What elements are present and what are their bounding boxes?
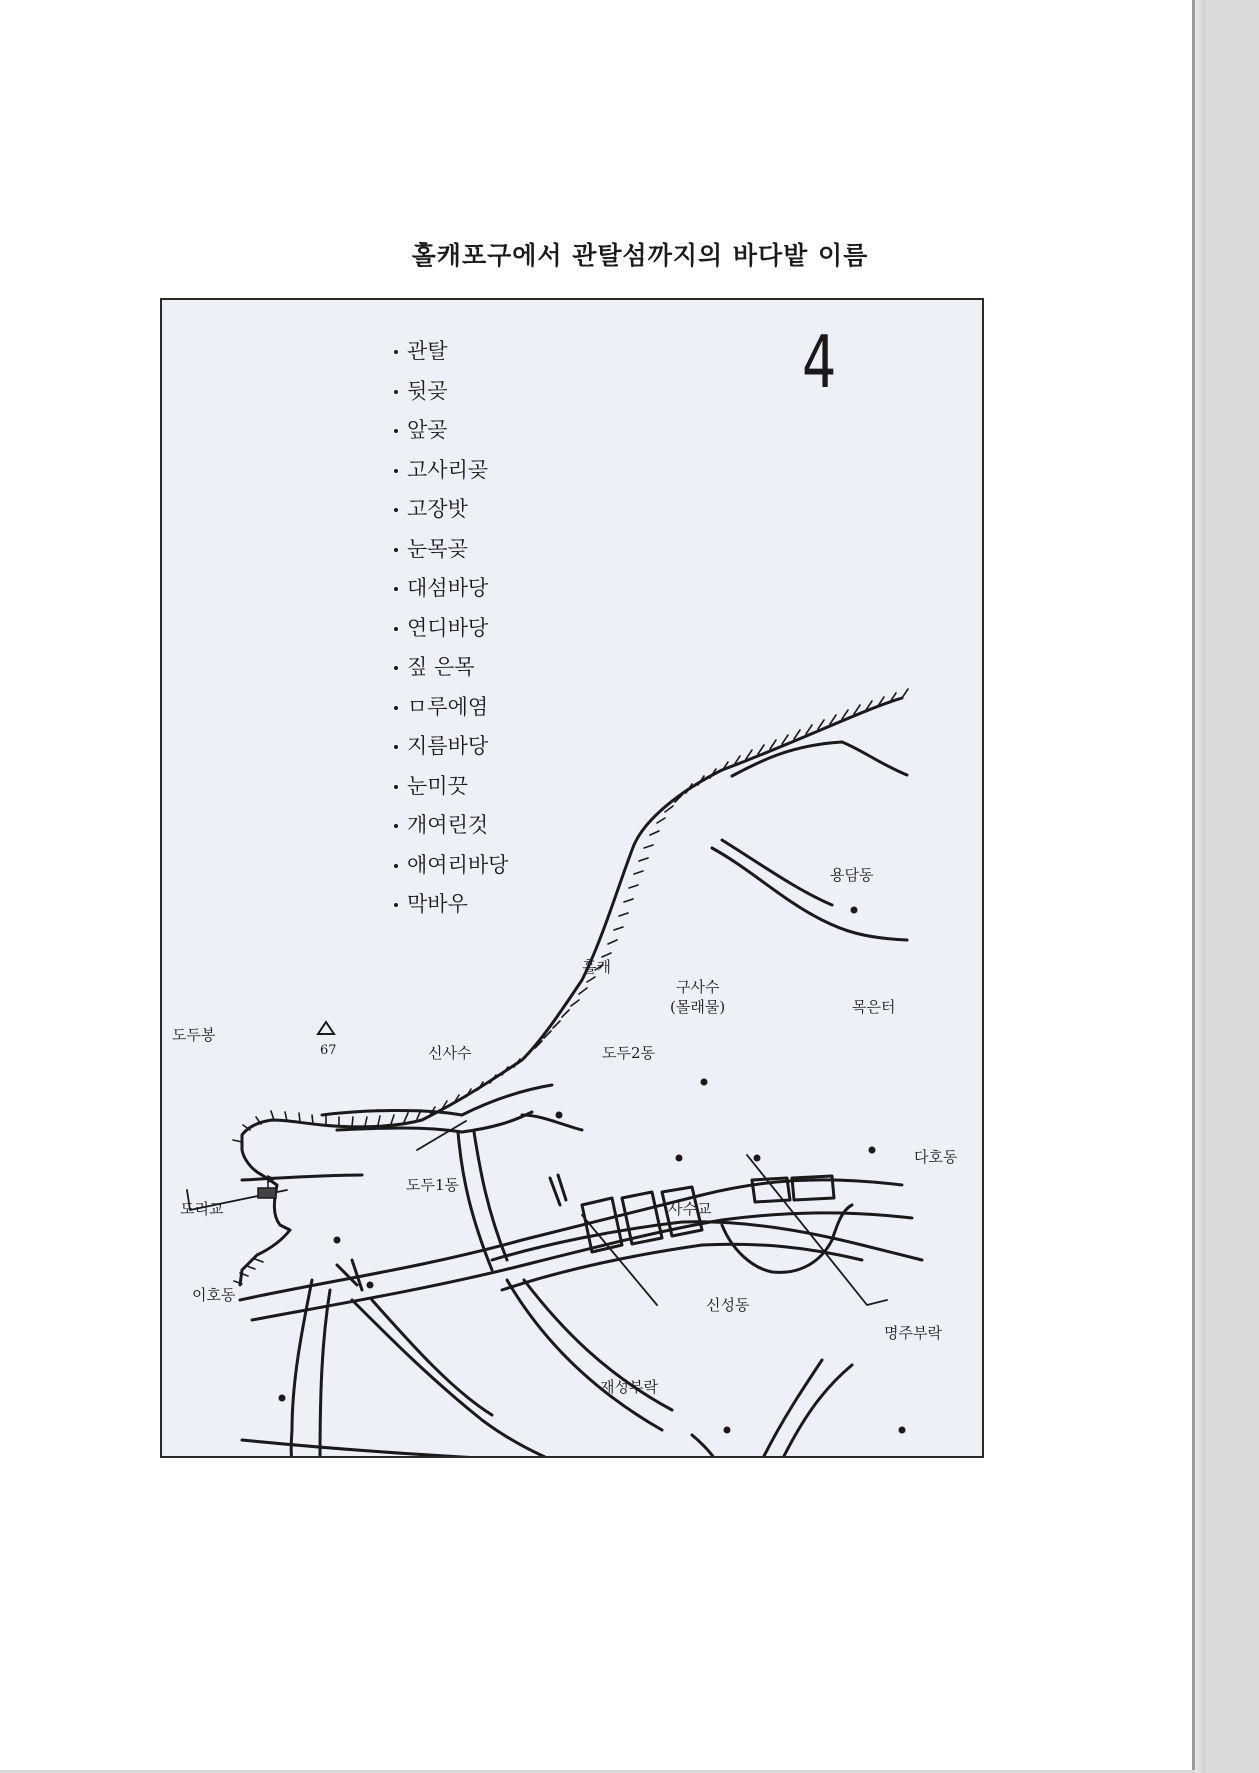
marker-dodu2 <box>676 1155 683 1162</box>
label-holkae: 홀캐 <box>582 958 611 976</box>
list-item: 짚 은목 <box>394 648 508 688</box>
peak-triangle <box>318 1022 334 1034</box>
road-myeongju-b <box>782 1365 852 1458</box>
road-diag-4 <box>372 1300 492 1415</box>
road-north-c <box>722 840 832 905</box>
coast-hatch <box>233 689 908 1284</box>
road-holkae-c <box>522 1115 582 1130</box>
page-title: 홀캐포구에서 관탈섬까지의 바다밭 이름 <box>411 241 869 270</box>
list-item: 눈미끗 <box>394 767 508 807</box>
label-dahodong: 다호동 <box>914 1148 958 1166</box>
road-diag-5 <box>507 1280 662 1430</box>
list-item: 지름바당 <box>394 727 508 767</box>
list-item: 대섬바당 <box>394 569 508 609</box>
label-mogeunteo: 목은터 <box>852 998 896 1016</box>
label-myeongju: 명주부락 <box>884 1324 942 1342</box>
road-diag-3 <box>352 1300 602 1458</box>
label-dodu2: 도두2동 <box>602 1044 656 1062</box>
marker-dahodong <box>754 1155 761 1162</box>
list-item: 막바우 <box>394 885 508 925</box>
list-item: 연디바당 <box>394 609 508 649</box>
label-sasugyo: 사수교 <box>668 1200 712 1218</box>
bridge-sasugyo <box>550 1175 566 1205</box>
label-dorigyo: 도리교 <box>180 1200 224 1218</box>
label-sinseong: 신성동 <box>706 1296 750 1314</box>
label-mollaemul: (몰래물) <box>670 998 726 1016</box>
marker-mogeunteo <box>869 1147 876 1154</box>
label-gusasu: 구사수 <box>676 978 720 996</box>
marker-sinseong <box>724 1427 731 1434</box>
list-item: 뒷곶 <box>394 372 508 412</box>
sea-field-name-list <box>394 332 508 925</box>
list-item: 고사리곶 <box>394 451 508 491</box>
list-item: 관탈 <box>394 332 508 372</box>
road-sinsasu-b <box>474 1132 507 1260</box>
page-number: 4 <box>802 320 837 404</box>
list-item: 개여린것 <box>394 806 508 846</box>
road-diag-1 <box>291 1280 312 1458</box>
marker-iho <box>279 1395 286 1402</box>
list-item: 애여리바당 <box>394 846 508 886</box>
road-south-loop <box>662 1435 726 1458</box>
road-ew-3 <box>492 1222 922 1260</box>
road-coastal <box>242 1175 362 1180</box>
marker-dodu1 <box>367 1282 374 1289</box>
road-south-1 <box>242 1440 932 1458</box>
marker-west <box>334 1237 341 1244</box>
bridge-dorigyo <box>337 1260 362 1290</box>
road-north-a <box>732 742 907 776</box>
marker-yongdam <box>851 907 858 914</box>
marker-holkae <box>556 1112 563 1119</box>
label-yongdam: 용담동 <box>830 866 874 884</box>
map-frame <box>160 298 984 1458</box>
page-edge <box>1195 0 1205 1773</box>
label-iho: 이호동 <box>192 1286 236 1304</box>
label-jaeseong: 재성부락 <box>600 1378 658 1396</box>
label-dodu1: 도두1동 <box>406 1176 460 1194</box>
coastline <box>240 698 902 1285</box>
marker-gusasu <box>701 1079 708 1086</box>
marker-myeongju <box>899 1427 906 1434</box>
label-sinsasu: 신사수 <box>428 1044 472 1062</box>
list-item: 앞곶 <box>394 411 508 451</box>
list-item: ㅁ루에염 <box>394 688 508 728</box>
road-diag-2 <box>320 1290 330 1458</box>
label-dodubong: 도두봉 <box>172 1026 216 1044</box>
list-item: 눈목곶 <box>394 530 508 570</box>
road-holkae <box>322 1085 552 1115</box>
list-item: 고장밧 <box>394 490 508 530</box>
label-elevation: 67 <box>320 1043 337 1058</box>
